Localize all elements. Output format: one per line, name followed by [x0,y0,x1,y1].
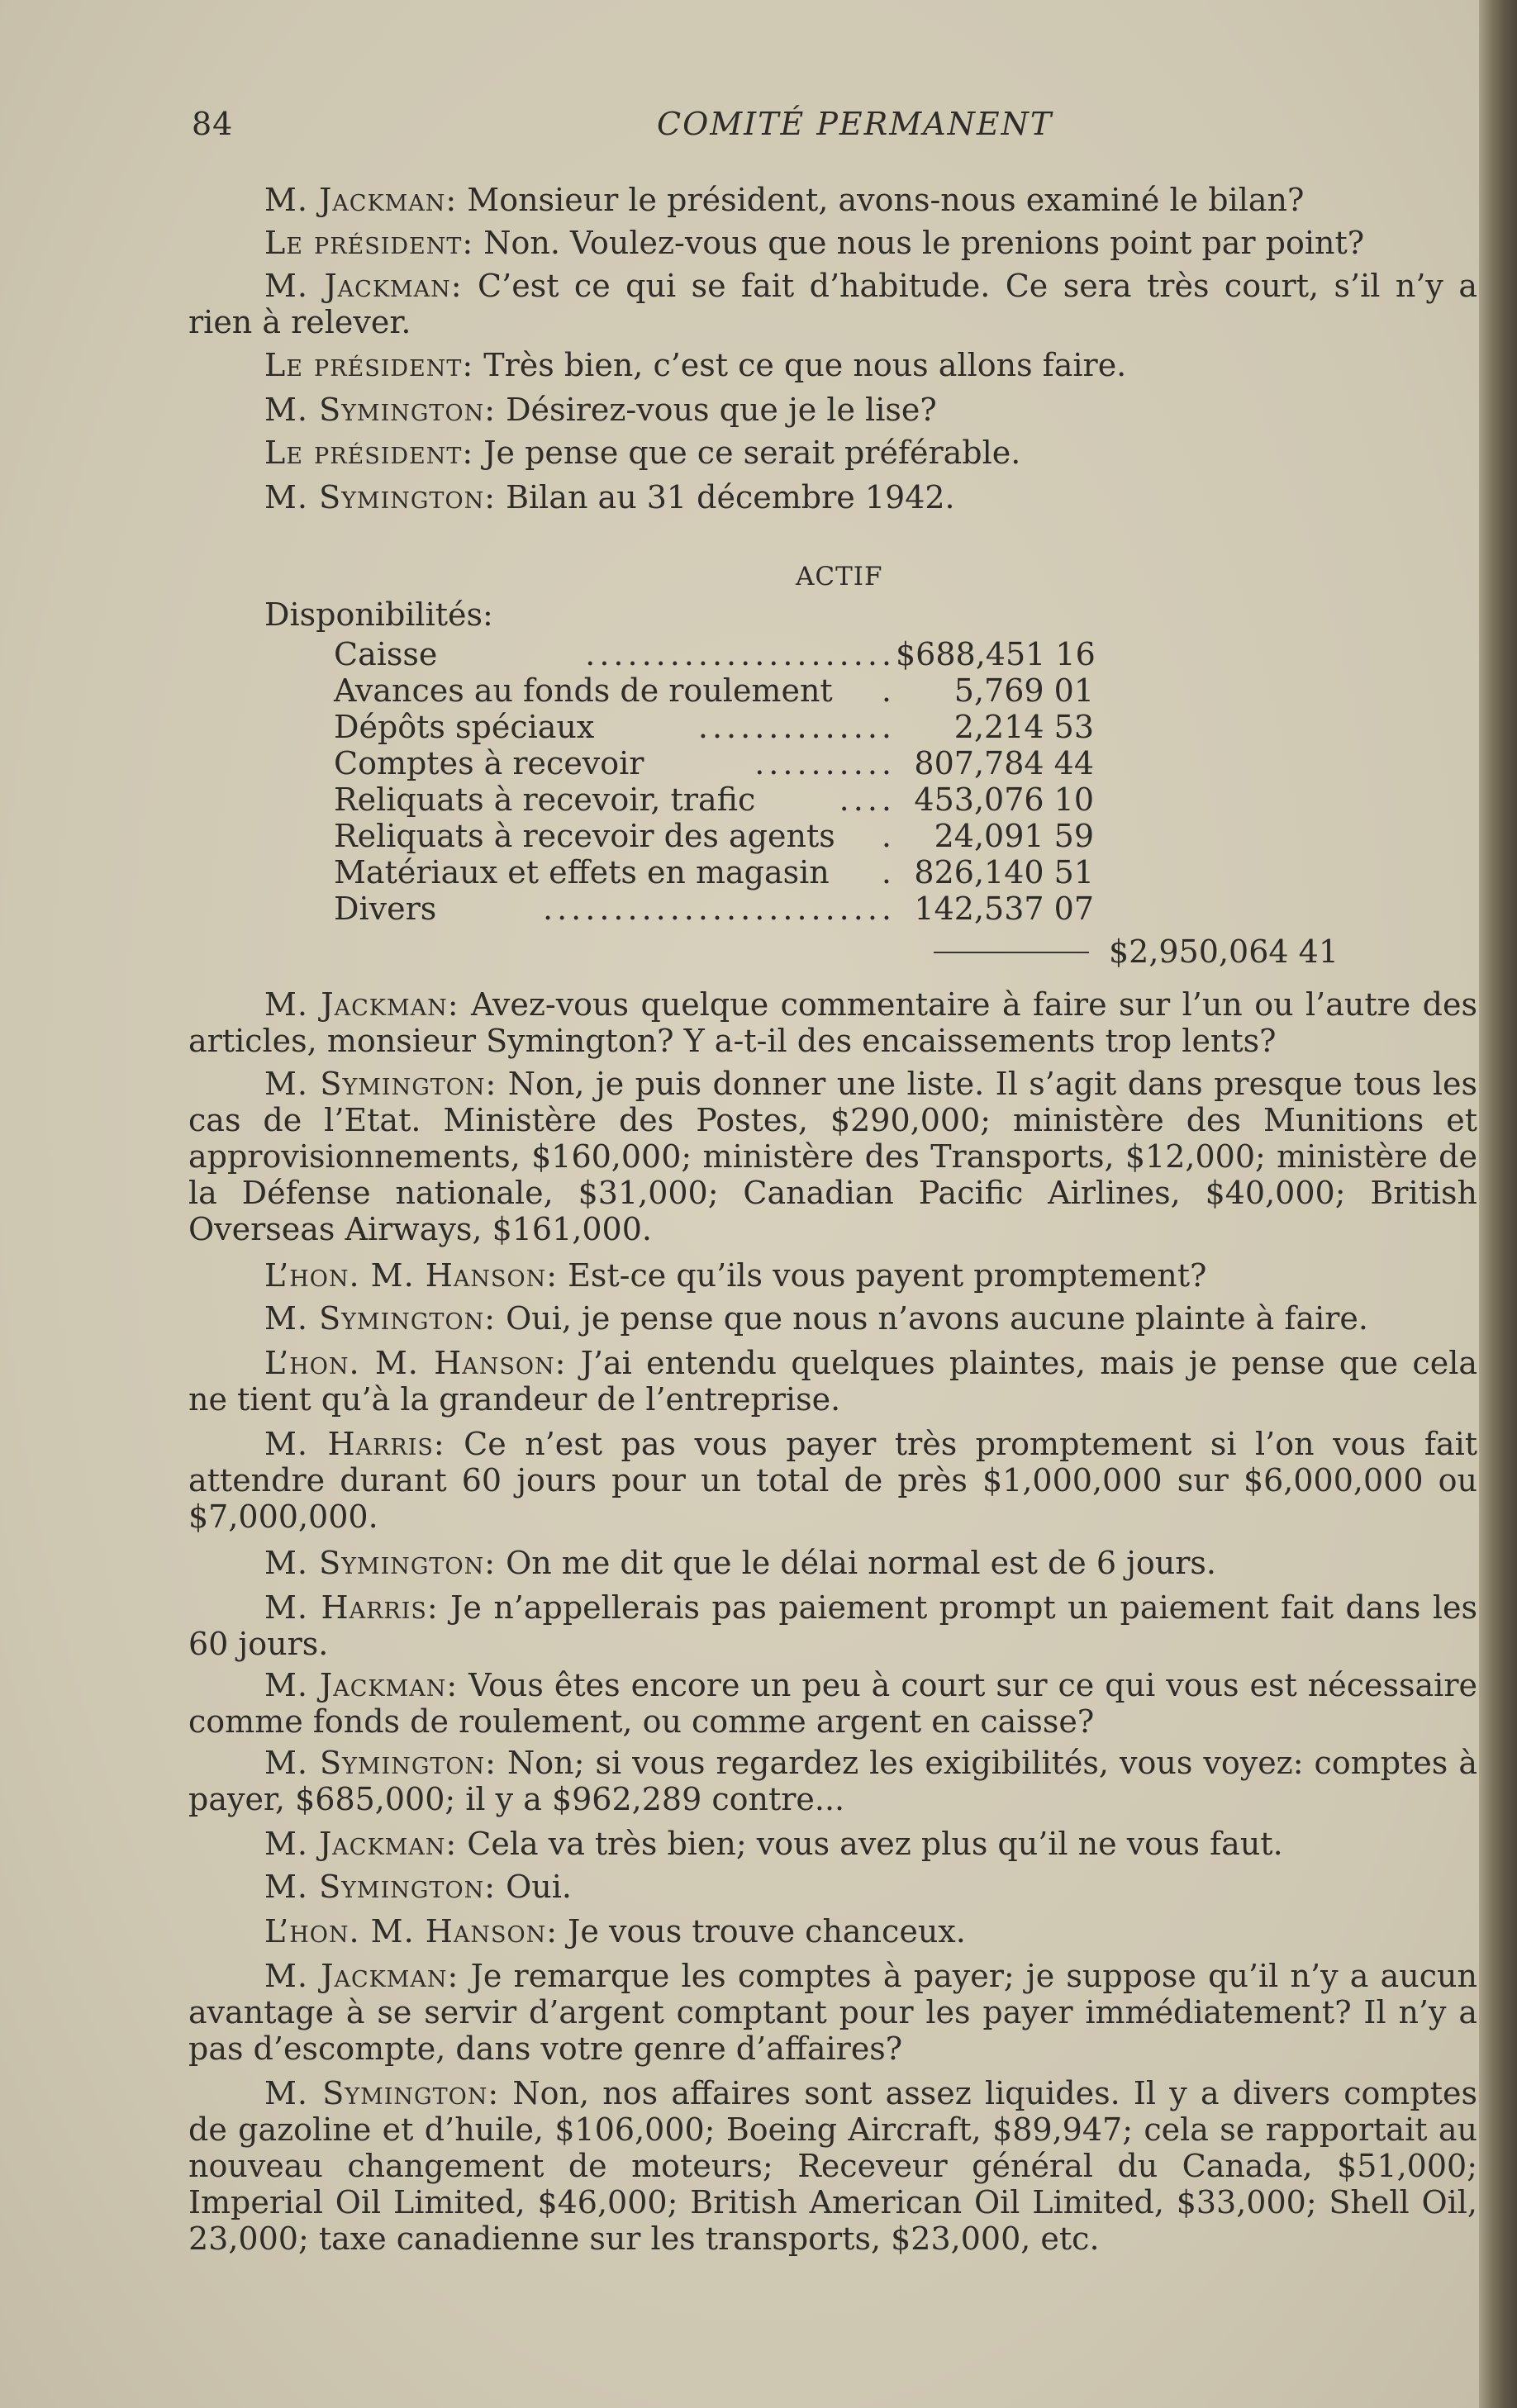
speech-text: Je n’appellerais pas paiement prompt un paiement fait dans les 60 jours. [188,1589,1477,1662]
balance-row [334,636,1094,672]
balance-row-amount: 24,091 59 [934,818,1094,854]
balance-row [334,745,1094,781]
speech-text: J’ai entendu quelques plaintes, mais je pense que cela ne tient qu’à la grandeur de l’entreprise. [188,1345,1477,1418]
speech-text: Non, je puis donner une liste. Il s’agit dans presque tous les cas de l’Etat. Ministère des Postes, $290,000; ministère des Munitions et approvisionnements, $160,000; ministère des Transports, $12,000; ministère de la Défense nationale, $31,000; Canadian Pacific Airlines, $40,000; British Overseas Airways, $161,000. [188,1066,1477,1247]
balance-row [334,818,1094,854]
transcript-paragraph [188,1545,1477,1581]
balance-row-amount: 826,140 51 [914,854,1094,891]
balance-row-label: Reliquats à recevoir des agents [334,818,835,854]
speaker-name: M. Jackman: [264,986,459,1023]
balance-row-label: Dépôts spéciaux [334,709,595,745]
speaker-name: L’hon. M. Hanson: [264,1345,567,1381]
speech-text: Monsieur le président, avons-nous examiné le bilan? [457,182,1305,218]
balance-group-label: Disponibilités: [264,596,493,633]
speech-text: C’est ce qui se fait d’habitude. Ce sera très court, s’il n’y a rien à relever. [188,268,1477,340]
speaker-name: M. Symington: [264,1300,497,1337]
transcript-paragraph [188,435,1477,471]
dot-leader: . [881,818,896,854]
speech-text: On me dit que le délai normal est de 6 jours. [496,1545,1216,1581]
speech-text: Non, nos affaires sont assez liquides. Il y a divers comptes de gazoline et d’huile, $106,000; Boeing Aircraft, $89,947; cela se rapportait au nouveau changement de moteurs; Receveur général du Canada, $51,000; Imperial Oil Limited, $46,000; British American Oil Limited, $33,000; Shell Oil, 23,000; taxe canadienne sur les transports, $23,000, etc. [188,2075,1477,2257]
transcript-paragraph [188,1300,1477,1337]
dot-leader: . [881,672,896,709]
speaker-name: M. Symington: [264,392,497,428]
dot-leader: . [881,854,896,891]
balance-row [334,891,1094,927]
speaker-name: M. Symington: [264,479,497,515]
dot-leader: ...................... [585,636,896,672]
transcript-paragraph [188,479,1477,515]
balance-row-amount: 5,769 01 [953,672,1094,709]
balance-total: $2,950,064 41 [1108,933,1339,970]
speech-text: Oui, je pense que nous n’avons aucune plainte à faire. [496,1300,1368,1337]
dot-leader: .......... [754,745,896,781]
transcript-paragraph [188,1958,1477,2067]
balance-row-label: Caisse [334,636,438,672]
balance-row-amount: $688,451 16 [896,636,1096,672]
dot-leader: ......................... [543,891,896,927]
speaker-name: M. Jackman: [264,182,458,218]
speaker-name: M. Symington: [264,1869,497,1905]
speaker-name: M. Symington: [264,2075,500,2111]
speech-text: Désirez-vous que je le lise? [496,392,937,428]
speaker-name: Le président: [264,435,474,471]
transcript-paragraph [188,1667,1477,1740]
transcript-paragraph [188,1826,1477,1862]
balance-row-label: Avances au fonds de roulement [334,672,833,709]
speaker-name: M. Harris: [264,1426,445,1462]
speaker-name: M. Harris: [264,1589,439,1626]
transcript-paragraph [188,1066,1477,1247]
total-rule [934,952,1089,953]
transcript-paragraph [188,1745,1477,1817]
speech-text: Cela va très bien; vous avez plus qu’il ne vous faut. [457,1826,1283,1862]
speaker-name: M. Jackman: [264,1667,459,1703]
page-number: 84 [192,106,234,142]
transcript-paragraph [188,1257,1477,1294]
transcript-paragraph [188,1913,1477,1950]
speaker-name: L’hon. M. Hanson: [264,1257,559,1294]
transcript-paragraph [188,2075,1477,2257]
balance-row-amount: 453,076 10 [914,781,1094,818]
balance-row-amount: 807,784 44 [914,745,1094,781]
transcript-paragraph [188,1869,1477,1905]
speech-text: Avez-vous quelque commentaire à faire sur l’un ou l’autre des articles, monsieur Symington? Y a-t-il des encaissements trop lents? [188,986,1478,1059]
speech-text: Vous êtes encore un peu à court sur ce qui vous est nécessaire comme fonds de roulement, ou comme argent en caisse? [188,1667,1477,1740]
running-head [0,106,1517,155]
balance-row-label: Reliquats à recevoir, trafic [334,781,756,818]
balance-row-label: Divers [334,891,437,927]
transcript-paragraph [188,1345,1477,1418]
balance-row [334,854,1094,891]
speech-text: Je pense que ce serait préférable. [473,435,1021,471]
speech-text: Très bien, c’est ce que nous allons faire. [473,347,1127,383]
balance-row [334,781,1094,818]
speaker-name: M. Symington: [264,1745,497,1781]
balance-row-label: Comptes à recevoir [334,745,644,781]
speech-text: Je vous trouve chanceux. [558,1913,966,1950]
speaker-name: L’hon. M. Hanson: [264,1913,559,1950]
speaker-name: M. Jackman: [264,1826,458,1862]
speaker-name: Le président: [264,347,474,383]
balance-row [334,709,1094,745]
transcript-paragraph [188,986,1477,1059]
speech-text: Oui. [496,1869,572,1905]
speech-text: Non; si vous regardez les exigibilités, vous voyez: comptes à payer, $685,000; il y a $962,289 contre... [188,1745,1477,1817]
transcript-paragraph [188,1589,1477,1662]
balance-row-label: Matériaux et effets en magasin [334,854,830,891]
transcript-paragraph [188,1426,1477,1535]
dot-leader: .............. [697,709,896,745]
speaker-name: Le président: [264,225,474,261]
speech-text: Non. Voulez-vous que nous le prenions point par point? [473,225,1365,261]
speech-text: Ce n’est pas vous payer très promptement si l’on vous fait attendre durant 60 jours pour un total de près $1,000,000 sur $6,000,000 ou $7,000,000. [188,1426,1477,1535]
transcript-paragraph [188,225,1477,261]
speaker-name: M. Symington: [264,1545,497,1581]
balance-row-amount: 142,537 07 [914,891,1094,927]
speaker-name: M. Symington: [264,1066,497,1102]
speech-text: Bilan au 31 décembre 1942. [496,479,955,515]
balance-row-amount: 2,214 53 [953,709,1094,745]
running-title: COMITÉ PERMANENT [657,106,1053,142]
dot-leader: .... [839,781,896,818]
transcript-paragraph [188,347,1477,383]
speech-text: Est-ce qu’ils vous payent promptement? [558,1257,1207,1294]
transcript-paragraph [188,392,1477,428]
transcript-paragraph [188,182,1477,218]
balance-section-heading: ACTIF [796,562,883,591]
transcript-paragraph [188,268,1477,340]
balance-row [334,672,1094,709]
speech-text: Je remarque les comptes à payer; je suppose qu’il n’y a aucun avantage à se servir d’argent comptant pour les payer immédiatement? Il n’y a pas d’escompte, dans votre genre d’affaires? [188,1958,1478,2067]
speaker-name: M. Jackman: [264,1958,459,1994]
speaker-name: M. Jackman: [264,268,463,304]
book-binding-edge [1479,0,1517,2408]
